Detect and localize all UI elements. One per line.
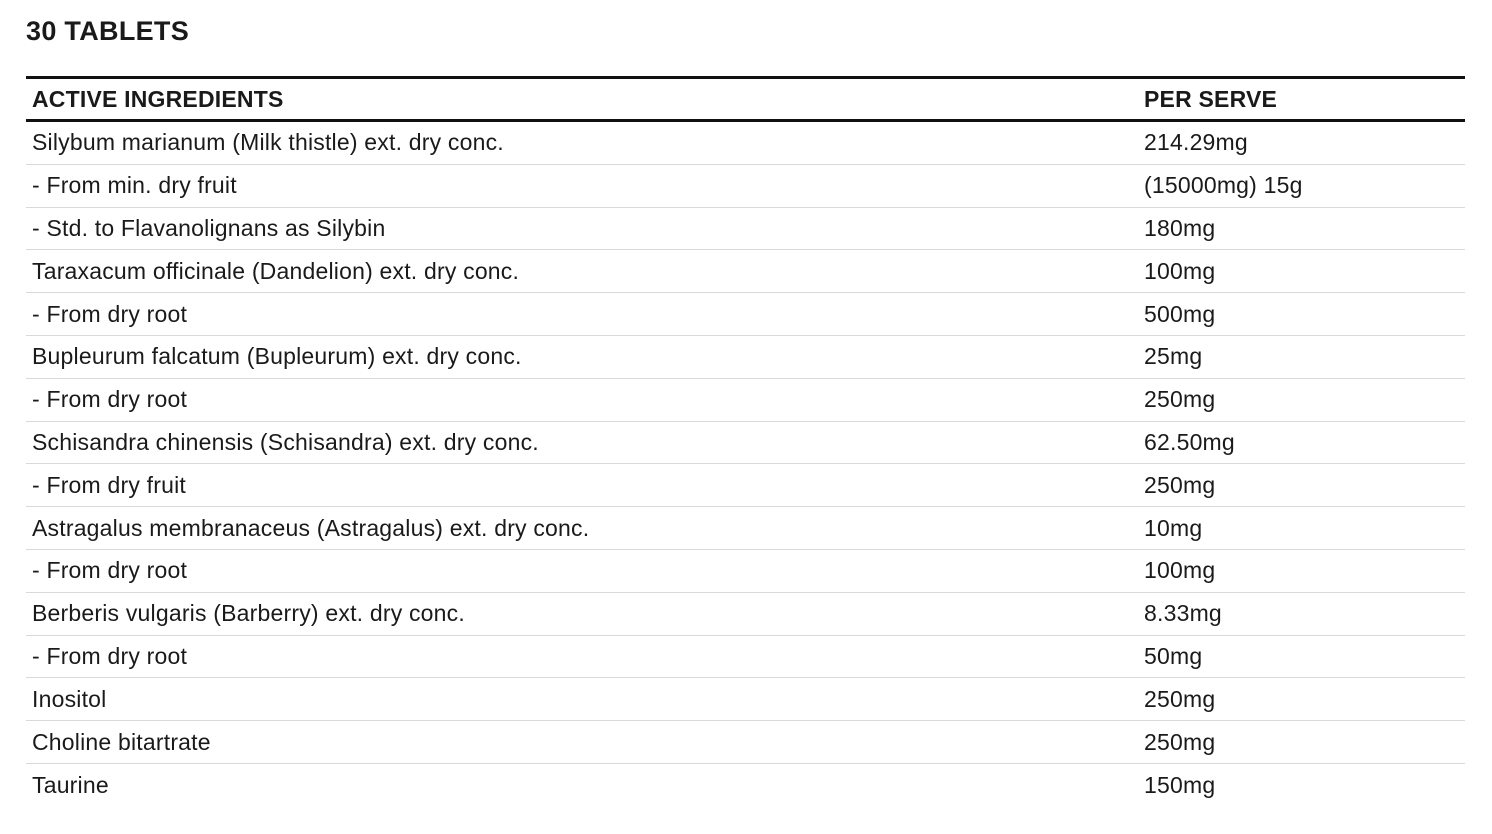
table-header-row [26,79,1465,122]
table-row [26,550,1465,593]
ingredient-name: Berberis vulgaris (Barberry) ext. dry conc. [32,600,465,627]
ingredient-name: Silybum marianum (Milk thistle) ext. dry conc. [32,129,504,156]
ingredient-name: - From dry fruit [32,471,186,498]
ingredient-amount: 25mg [1144,343,1203,370]
table-row [26,422,1465,465]
table-row [26,507,1465,550]
ingredient-amount: 250mg [1144,685,1216,712]
table-row [26,165,1465,208]
ingredient-amount: 250mg [1144,471,1216,498]
ingredient-amount: 214.29mg [1144,129,1248,156]
ingredient-amount: 8.33mg [1144,600,1222,627]
header-active-ingredients: ACTIVE INGREDIENTS [32,85,284,112]
table-row [26,764,1465,807]
ingredient-name: - Std. to Flavanolignans as Silybin [32,214,386,241]
ingredient-name: Inositol [32,685,107,712]
ingredient-amount: 100mg [1144,557,1216,584]
table-row [26,464,1465,507]
table-row [26,379,1465,422]
table-row [26,636,1465,679]
table-body [26,122,1465,807]
table-row [26,593,1465,636]
ingredient-amount: 100mg [1144,257,1216,284]
ingredient-amount: 180mg [1144,214,1216,241]
ingredient-amount: 250mg [1144,728,1216,755]
table-row [26,336,1465,379]
ingredient-amount: (15000mg) 15g [1144,172,1303,199]
ingredient-name: - From dry root [32,300,188,327]
ingredient-amount: 62.50mg [1144,428,1235,455]
ingredient-name: - From dry root [32,386,188,413]
ingredient-name: Schisandra chinensis (Schisandra) ext. dry conc. [32,428,539,455]
page-title: 30 TABLETS [26,16,190,46]
table-row [26,208,1465,251]
table-row [26,122,1465,165]
table-row [26,721,1465,764]
table-row [26,250,1465,293]
ingredient-amount: 250mg [1144,386,1216,413]
ingredient-amount: 150mg [1144,771,1216,798]
ingredient-name: Astragalus membranaceus (Astragalus) ext. dry conc. [32,514,590,541]
header-per-serve: PER SERVE [1144,85,1278,112]
table-row [26,293,1465,336]
ingredient-amount: 500mg [1144,300,1216,327]
ingredient-name: - From min. dry fruit [32,172,237,199]
ingredient-name: - From dry root [32,642,188,669]
table-row [26,678,1465,721]
ingredient-name: Bupleurum falcatum (Bupleurum) ext. dry conc. [32,343,522,370]
ingredient-amount: 10mg [1144,514,1203,541]
ingredient-name: Choline bitartrate [32,728,211,755]
ingredient-name: Taraxacum officinale (Dandelion) ext. dry conc. [32,257,520,284]
supplement-facts [26,0,1465,798]
ingredient-name: - From dry root [32,557,188,584]
ingredient-amount: 50mg [1144,642,1203,669]
ingredient-name: Taurine [32,771,109,798]
ingredients-table [26,76,1465,807]
